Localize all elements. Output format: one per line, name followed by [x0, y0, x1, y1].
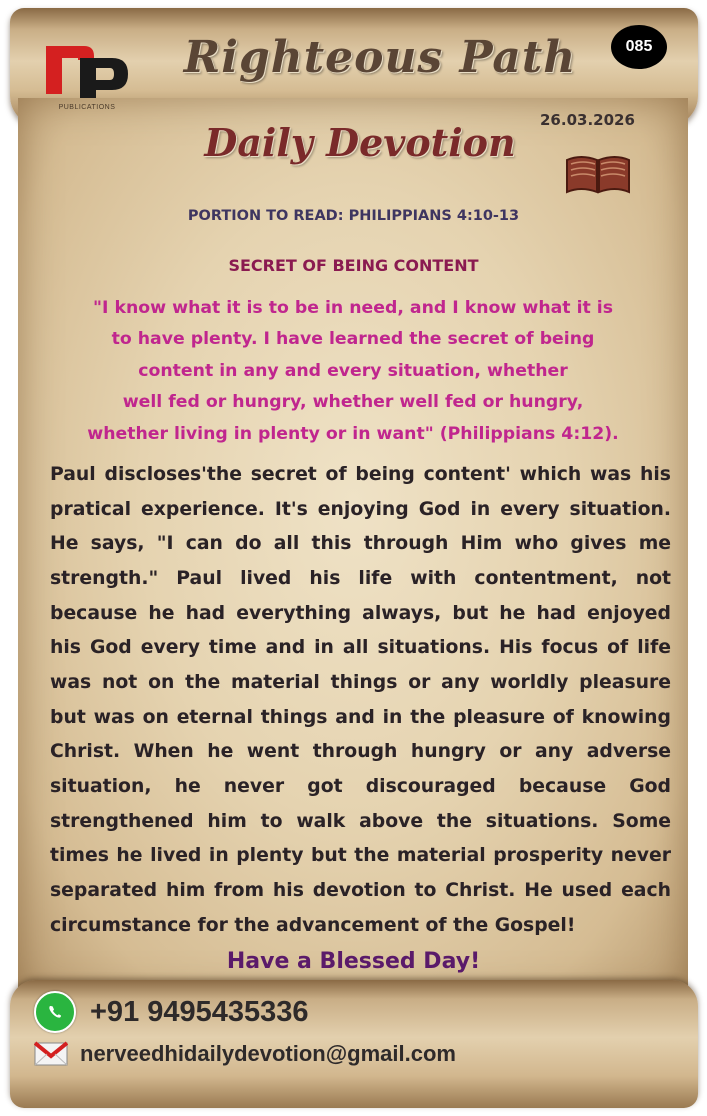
devotion-date: 26.03.2026 — [540, 111, 635, 129]
issue-number-badge: 085 — [611, 25, 667, 69]
rp-logo-mark — [44, 40, 130, 100]
logo-subtext: PUBLICATIONS — [58, 104, 116, 111]
verse-line: well fed or hungry, whether well fed or hungry, — [122, 392, 584, 413]
brand-title: Righteous Path — [183, 32, 577, 83]
verse-line: to have plenty. I have learned the secret of being — [111, 329, 595, 350]
verse-line: whether living in plenty or in want" (Philippians 4:12). — [87, 423, 619, 444]
mail-icon — [34, 1041, 68, 1067]
devotion-heading: SECRET OF BEING CONTENT — [228, 256, 479, 275]
email-contact — [34, 1034, 594, 1074]
publisher-logo — [44, 40, 130, 120]
scripture-verse — [56, 293, 650, 450]
devotion-body: Paul discloses'the secret of being content' which was his pratical experience. It's enjoying God in every situation. He says, "I can do all this through Him who gives me strength." Paul lived his life with contentment, not because he had everything always, but he had enjoyed his God every time and in all situations. His focus of life was not on the material things or any worldly pleasure but was on eternal things and in the pleasure of knowing Christ. When he went through hungry or any adverse situation, he never got discouraged because God strengthened him to walk above the situations. Some times he lived in plenty but the material prosperity never separated him from his devotion to Christ. He used each circumstance for the advancement of the Gospel! — [50, 464, 671, 936]
book-icon — [563, 152, 633, 194]
verse-line: "I know what it is to be in need, and I know what it is — [93, 298, 613, 318]
verse-line: content in any and every situation, whether — [138, 360, 568, 381]
whatsapp-icon — [34, 991, 76, 1033]
phone-contact — [34, 992, 594, 1032]
page-subtitle: Daily Devotion — [204, 120, 516, 165]
closing-blessing: Have a Blessed Day! — [226, 949, 481, 974]
phone-number[interactable]: +91 9495435336 — [90, 995, 309, 1028]
email-address[interactable]: nerveedhidailydevotion@gmail.com — [80, 1041, 456, 1066]
reading-portion: PORTION TO READ: PHILIPPIANS 4:10-13 — [187, 208, 520, 224]
